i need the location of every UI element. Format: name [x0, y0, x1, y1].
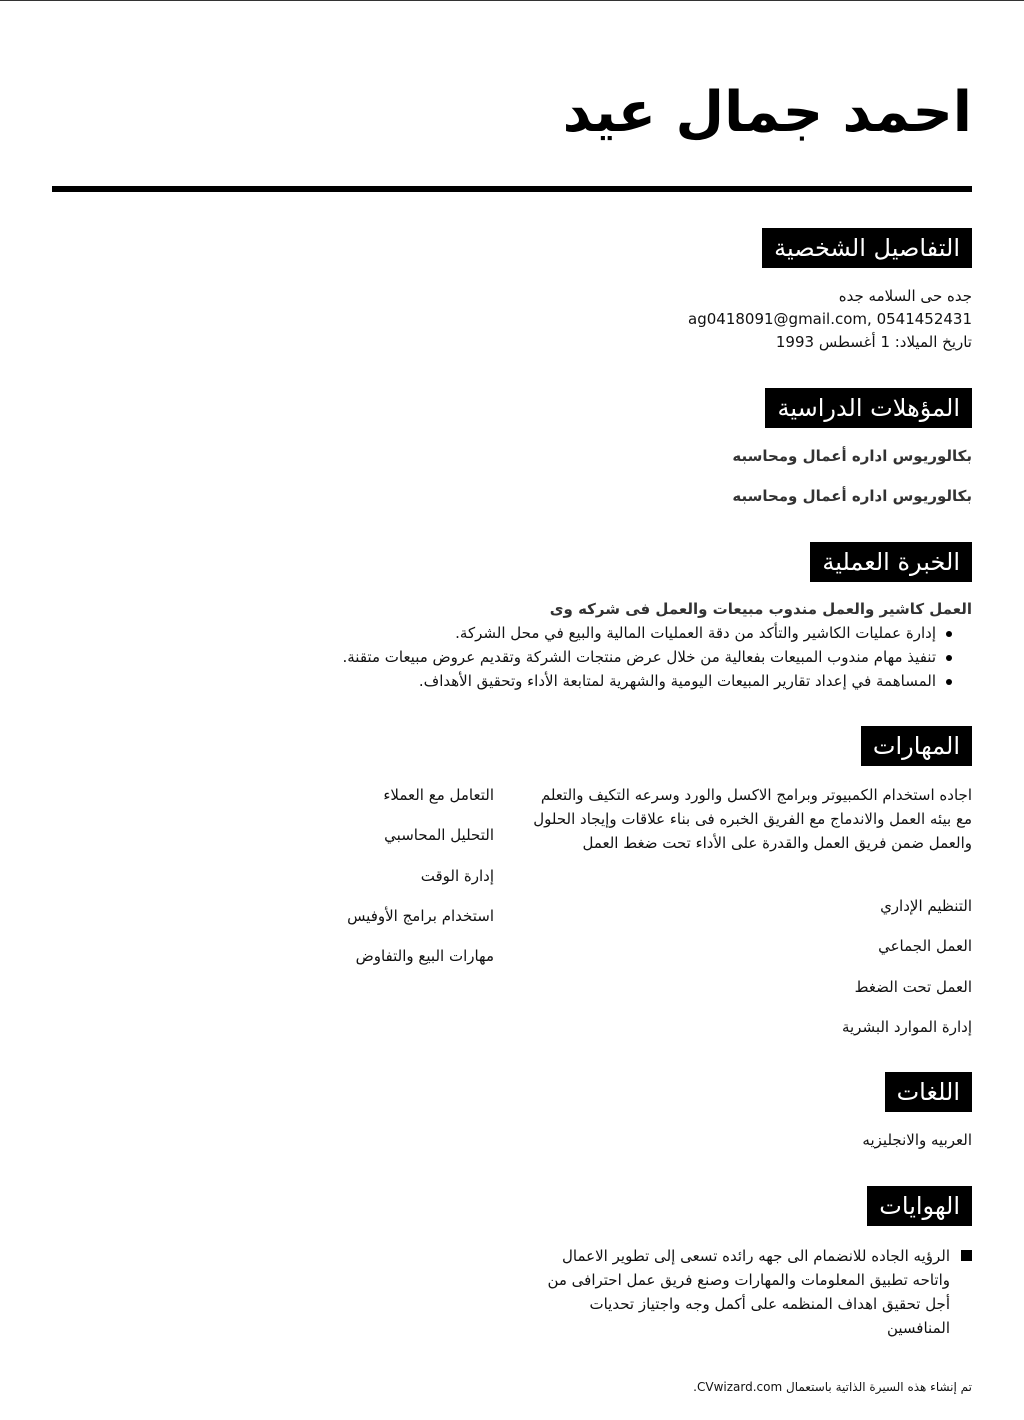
- languages-text: العربيه والانجليزيه: [862, 1131, 972, 1149]
- square-bullet-icon: [961, 1250, 972, 1261]
- hobby-text: الرؤيه الجاده للانضمام الى جهه رائده تسعى إلى تطوير الاعمال واتاحه تطبيق المعلومات والمهارات وصنع فريق عمل احترافى من أجل تحقيق اهداف المنظمه على أكمل وجه واجتياز تحديات المنافسين: [547, 1247, 950, 1337]
- hobby-item: [522, 1244, 972, 1340]
- skills-paragraph: اجاده استخدام الكمبيوتر وبرامج الاكسل والورد وسرعه التكيف والتعلم مع بيئه العمل والاندماج مع الفريق الخبره فى بناء علاقات وإيجاد الحلول والعمل ضمن فريق العمل والقدرة على الأداء تحت ضغط العمل: [533, 786, 972, 852]
- section-title-education: المؤهلات الدراسية: [765, 388, 972, 428]
- section-title-personal: التفاصيل الشخصية: [762, 228, 972, 268]
- job-title: العمل كاشير والعمل مندوب مبيعات والعمل فى شركه وى: [549, 600, 972, 618]
- experience-bullet-text: تنفيذ مهام مندوب المبيعات بفعالية من خلال عرض منتجات الشركة وتقديم عروض مبيعات متقنة.: [342, 648, 936, 666]
- bullet-dot-icon: [946, 655, 952, 661]
- bullet-dot-icon: [946, 631, 952, 637]
- skill-item: التنظيم الإداري: [880, 897, 972, 915]
- header-divider: [52, 186, 972, 192]
- skill-item: التعامل مع العملاء: [383, 786, 494, 804]
- section-title-skills: المهارات: [861, 726, 972, 766]
- skill-item: إدارة الوقت: [420, 867, 494, 885]
- experience-bullet-text: المساهمة في إعداد تقارير المبيعات اليومية والشهرية لمتابعة الأداء وتحقيق الأهداف.: [418, 672, 936, 690]
- section-title-languages: اللغات: [885, 1072, 972, 1112]
- footer-credit: تم إنشاء هذه السيرة الذاتية باستعمال CVwizard.com.: [693, 1380, 972, 1394]
- skill-item: مهارات البيع والتفاوض: [355, 947, 494, 965]
- experience-bullet: [419, 669, 972, 693]
- address-text: جده حى السلامه جده: [838, 287, 972, 305]
- experience-bullet-text: إدارة عمليات الكاشير والتأكد من دقة العمليات المالية والبيع في محل الشركة.: [455, 624, 936, 642]
- experience-bullet: [455, 621, 972, 645]
- contact-text: 0541452431 ,ag0418091@gmail.com: [688, 310, 972, 328]
- education-item: بكالوريوس اداره أعمال ومحاسبه: [732, 447, 972, 465]
- skill-item: استخدام برامج الأوفيس: [347, 907, 494, 925]
- education-item: بكالوريوس اداره أعمال ومحاسبه: [732, 487, 972, 505]
- top-border: [0, 0, 1024, 1]
- section-title-experience: الخبرة العملية: [810, 542, 972, 582]
- skill-item: إدارة الموارد البشرية: [841, 1018, 972, 1036]
- experience-bullet: [343, 645, 973, 669]
- birth-date-text: تاريخ الميلاد: 1 أغسطس 1993: [775, 333, 972, 351]
- candidate-name: احمد جمال عيد: [562, 80, 972, 145]
- skill-item: التحليل المحاسبي: [384, 826, 494, 844]
- section-title-hobbies: الهوايات: [867, 1186, 972, 1226]
- bullet-dot-icon: [946, 679, 952, 685]
- skill-item: العمل الجماعي: [878, 937, 972, 955]
- skill-item: العمل تحت الضغط: [854, 978, 972, 996]
